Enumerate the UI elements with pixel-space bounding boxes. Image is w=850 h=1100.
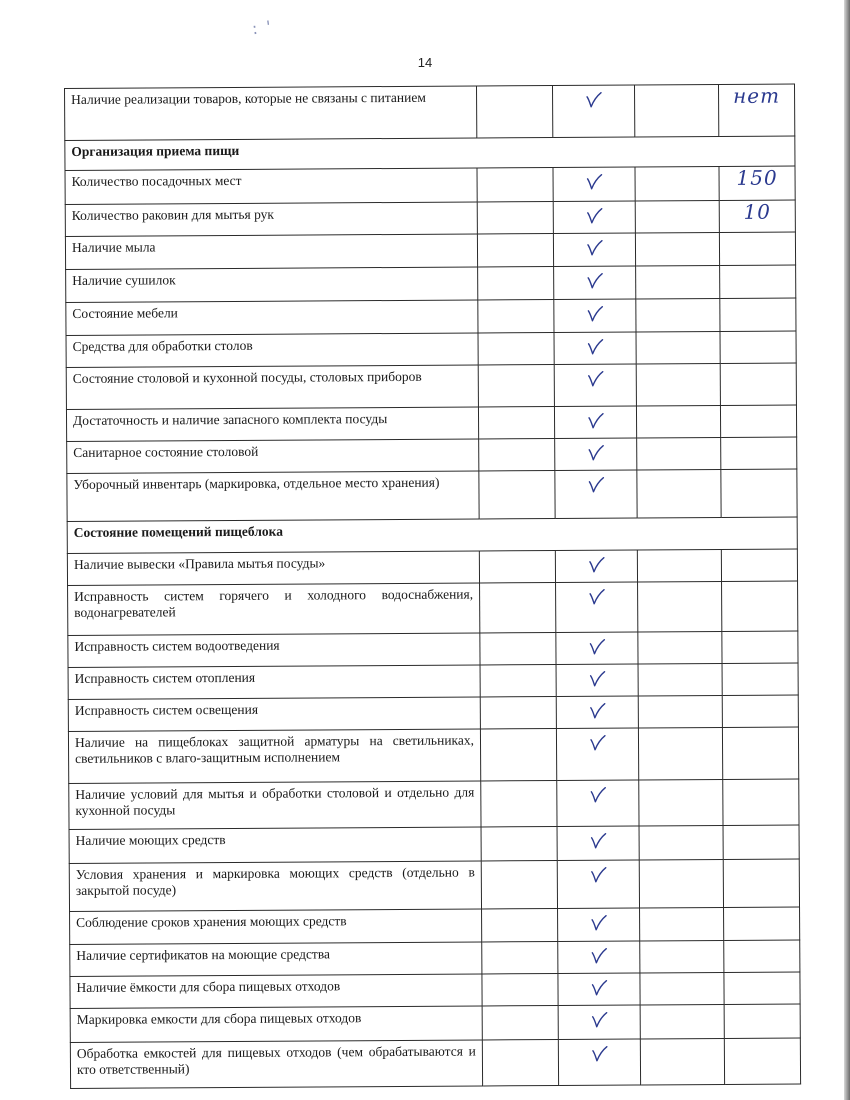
note-cell <box>722 581 798 631</box>
empty-cell <box>482 1039 558 1085</box>
note-cell <box>719 232 795 265</box>
checklist-row <box>70 1004 800 1042</box>
check-icon <box>590 1045 608 1063</box>
checklist-row <box>69 859 799 911</box>
empty-cell <box>640 1038 724 1085</box>
scan-edge-shadow <box>844 0 850 1100</box>
criterion-text: Достаточность и наличие запасного комплекта посуды <box>66 407 478 442</box>
criterion-text: Условия хранения и маркировка моющих средств (отдельно в закрытой посуде) <box>69 861 481 912</box>
checklist-row <box>68 663 798 699</box>
criterion-text: Наличие реализации товаров, которые не связаны с питанием <box>65 86 477 141</box>
checklist-row <box>69 779 799 829</box>
note-cell <box>723 779 799 825</box>
criterion-text: Количество посадочных мест <box>65 168 477 205</box>
check-icon <box>588 588 606 606</box>
empty-cell <box>637 549 721 582</box>
criterion-text: Состояние столовой и кухонной посуды, столовых приборов <box>66 365 478 410</box>
criterion-text: Исправность систем водоотведения <box>68 633 480 668</box>
empty-cell <box>480 633 556 665</box>
note-cell <box>723 859 799 907</box>
handwritten-note: 10 <box>743 199 772 224</box>
empty-cell <box>479 471 555 519</box>
empty-cell <box>480 665 556 697</box>
empty-cell <box>481 861 557 909</box>
note-cell <box>719 166 795 200</box>
criterion-text: Исправность систем освещения <box>68 697 480 732</box>
empty-cell <box>476 86 552 138</box>
empty-cell <box>639 825 723 860</box>
criterion-text: Средства для обработки столов <box>66 333 478 368</box>
yes-mark-cell <box>553 201 635 234</box>
criterion-text: Состояние мебели <box>66 300 478 336</box>
checklist-row <box>65 84 795 140</box>
empty-cell <box>639 859 723 908</box>
check-icon <box>585 239 603 257</box>
check-icon <box>586 272 604 290</box>
check-icon <box>590 1011 608 1029</box>
criterion-text: Исправность систем отопления <box>68 665 480 700</box>
checklist-row <box>66 298 796 335</box>
yes-mark-cell <box>554 364 636 407</box>
section-title: Состояние помещений пищеблока <box>67 517 797 553</box>
checklist-row <box>70 1038 800 1088</box>
checklist-row <box>67 549 797 585</box>
empty-cell <box>638 581 722 632</box>
checklist-row <box>66 405 796 441</box>
criterion-text: Санитарное состояние столовой <box>67 439 479 474</box>
check-icon <box>587 556 605 574</box>
criterion-text: Наличие мыла <box>65 234 477 270</box>
criterion-text: Наличие сушилок <box>66 267 478 303</box>
empty-cell <box>635 167 719 202</box>
yes-mark-cell <box>555 550 637 583</box>
note-cell <box>722 663 798 695</box>
checklist-row <box>65 166 795 204</box>
note-cell <box>723 825 799 859</box>
check-icon <box>588 702 606 720</box>
empty-cell <box>478 365 554 407</box>
criterion-text: Маркировка емкости для сбора пищевых отходов <box>70 1006 482 1043</box>
empty-cell <box>636 298 720 332</box>
checklist-row <box>69 825 799 863</box>
empty-cell <box>480 729 556 781</box>
yes-mark-cell <box>555 470 637 519</box>
handwritten-note: нет <box>732 83 781 108</box>
note-cell <box>720 265 796 298</box>
empty-cell <box>639 779 723 826</box>
empty-cell <box>478 333 554 365</box>
empty-cell <box>640 907 724 941</box>
note-cell <box>724 1004 800 1038</box>
yes-mark-cell <box>554 406 636 439</box>
yes-mark-cell <box>554 266 636 300</box>
note-cell <box>724 1038 800 1084</box>
yes-mark-cell <box>558 973 640 1006</box>
empty-cell <box>481 781 557 827</box>
note-cell <box>718 84 794 136</box>
note-cell <box>724 907 800 940</box>
check-icon <box>587 444 605 462</box>
yes-mark-cell <box>556 582 638 633</box>
empty-cell <box>638 695 722 728</box>
yes-mark-cell <box>556 728 638 780</box>
yes-mark-cell <box>553 167 635 202</box>
checklist-row <box>66 363 796 409</box>
checklist-row <box>70 940 800 976</box>
empty-cell <box>636 405 720 438</box>
checklist-row <box>65 200 795 236</box>
note-cell <box>724 972 800 1004</box>
yes-mark-cell <box>554 332 636 365</box>
criterion-text: Наличие условий для мытья и обработки столовой и отдельно для кухонной посуды <box>69 781 481 830</box>
check-icon <box>589 786 607 804</box>
checklist-row <box>68 581 798 635</box>
empty-cell <box>480 697 556 729</box>
check-icon <box>589 866 607 884</box>
empty-cell <box>635 232 719 266</box>
handwritten-note: 150 <box>736 165 778 190</box>
empty-cell <box>480 583 556 633</box>
checklist-row <box>68 695 798 731</box>
criterion-text: Наличие моющих средств <box>69 827 481 864</box>
empty-cell <box>635 200 719 233</box>
yes-mark-cell <box>556 696 638 729</box>
empty-cell <box>479 439 555 471</box>
empty-cell <box>477 234 553 267</box>
check-icon <box>588 734 606 752</box>
empty-cell <box>638 663 722 696</box>
check-icon <box>586 305 604 323</box>
check-icon <box>590 947 608 965</box>
criterion-text: Наличие сертификатов на моющие средства <box>70 942 482 977</box>
criterion-text: Исправность систем горячего и холодного водоснабжения, водонагревателей <box>68 583 480 636</box>
checklist-row <box>67 469 797 521</box>
check-icon <box>585 91 603 109</box>
criterion-text: Наличие вывески «Правила мытья посуды» <box>67 551 479 586</box>
section-title: Организация приема пищи <box>65 136 795 170</box>
note-cell <box>720 363 796 405</box>
criterion-text: Обработка емкостей для пищевых отходов (чем обрабатываются и кто ответственный) <box>70 1040 482 1089</box>
empty-cell <box>638 631 722 664</box>
yes-mark-cell <box>556 632 638 665</box>
check-icon <box>590 979 608 997</box>
criterion-text: Соблюдение сроков хранения моющих средств <box>70 909 482 945</box>
yes-mark-cell <box>557 860 639 909</box>
empty-cell <box>637 437 721 470</box>
empty-cell <box>482 973 558 1005</box>
criterion-text: Наличие ёмкости для сбора пищевых отходов <box>70 974 482 1009</box>
note-cell <box>721 437 797 469</box>
checklist-row <box>65 232 795 269</box>
criterion-text: Количество раковин для мытья рук <box>65 202 477 237</box>
check-icon <box>590 914 608 932</box>
yes-mark-cell <box>558 941 640 974</box>
empty-cell <box>482 909 558 942</box>
yes-mark-cell <box>556 664 638 697</box>
yes-mark-cell <box>558 908 640 942</box>
empty-cell <box>478 407 554 439</box>
checklist-row <box>70 972 800 1008</box>
empty-cell <box>634 85 718 138</box>
note-cell <box>722 695 798 727</box>
empty-cell <box>479 551 555 583</box>
empty-cell <box>481 827 557 861</box>
note-cell <box>721 469 797 517</box>
empty-cell <box>477 202 553 234</box>
yes-mark-cell <box>553 233 635 267</box>
criterion-text: Уборочный инвентарь (маркировка, отдельное место хранения) <box>67 471 479 522</box>
yes-mark-cell <box>557 826 639 861</box>
empty-cell <box>638 727 722 780</box>
empty-cell <box>636 265 720 299</box>
empty-cell <box>478 300 554 333</box>
check-icon <box>588 670 606 688</box>
check-icon <box>585 207 603 225</box>
handwritten-scribble: : ' <box>250 16 275 39</box>
empty-cell <box>637 469 721 518</box>
checklist-row <box>66 331 796 367</box>
note-cell <box>722 727 798 779</box>
checklist-row <box>70 907 800 944</box>
yes-mark-cell <box>554 299 636 333</box>
page-number: 14 <box>417 55 433 70</box>
check-icon <box>586 412 604 430</box>
check-icon <box>585 173 603 191</box>
checklist-row <box>68 631 798 667</box>
note-cell <box>719 200 795 232</box>
checklist-row <box>67 437 797 473</box>
inspection-checklist-table <box>64 84 801 1089</box>
section-row <box>67 517 797 553</box>
criterion-text: Наличие на пищеблоках защитной арматуры на светильниках, светильников с влаго-защитным исполнением <box>68 729 480 784</box>
yes-mark-cell <box>557 780 639 827</box>
empty-cell <box>482 941 558 973</box>
yes-mark-cell <box>552 85 634 137</box>
empty-cell <box>478 267 554 300</box>
empty-cell <box>640 940 724 973</box>
note-cell <box>724 940 800 972</box>
yes-mark-cell <box>558 1039 640 1086</box>
note-cell <box>721 549 797 581</box>
empty-cell <box>636 363 720 406</box>
empty-cell <box>477 168 553 202</box>
note-cell <box>722 631 798 663</box>
checklist-row <box>68 727 798 783</box>
note-cell <box>720 298 796 331</box>
section-row <box>65 136 795 170</box>
yes-mark-cell <box>555 438 637 471</box>
note-cell <box>720 331 796 363</box>
checklist-row <box>66 265 796 302</box>
check-icon <box>586 338 604 356</box>
empty-cell <box>636 331 720 364</box>
check-icon <box>588 638 606 656</box>
empty-cell <box>482 1005 558 1039</box>
empty-cell <box>640 972 724 1005</box>
empty-cell <box>640 1004 724 1039</box>
yes-mark-cell <box>558 1005 640 1040</box>
check-icon <box>587 476 605 494</box>
note-cell <box>720 405 796 437</box>
check-icon <box>589 832 607 850</box>
check-icon <box>586 370 604 388</box>
